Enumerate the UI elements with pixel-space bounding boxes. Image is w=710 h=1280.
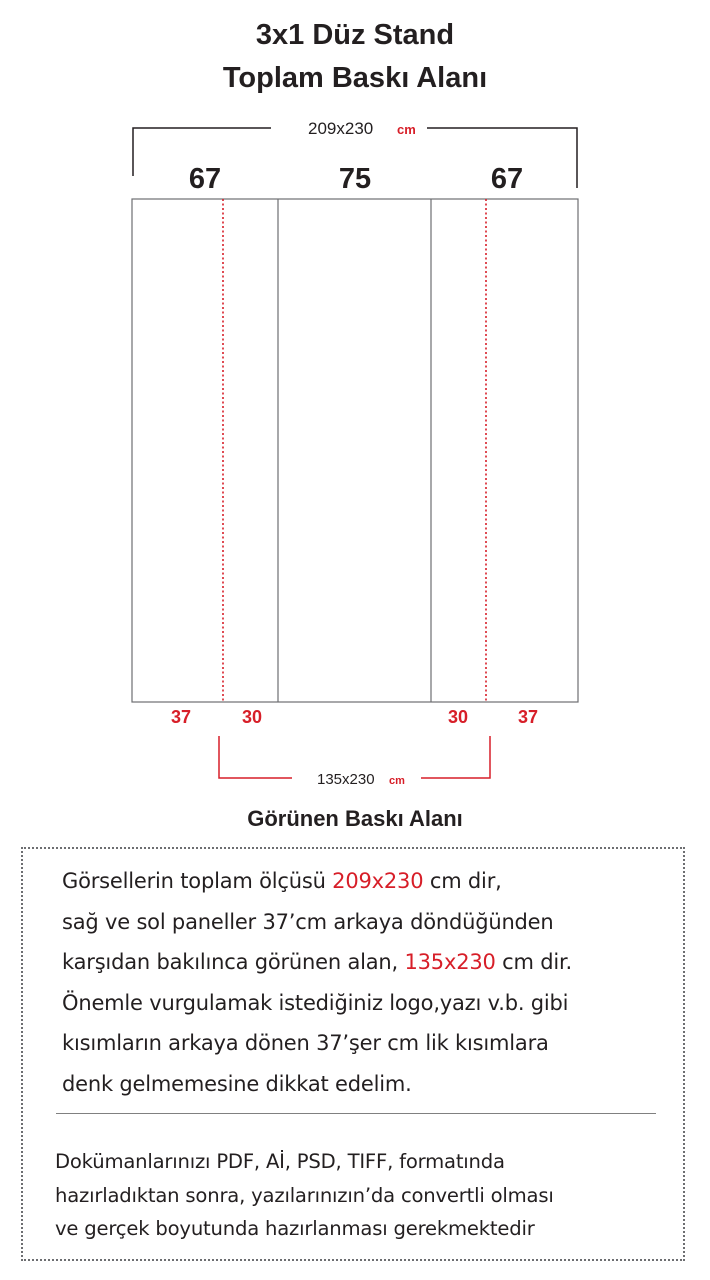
info-line-1-end: cm dir, — [423, 869, 502, 893]
total-size-value: 209x230 — [308, 119, 374, 138]
visible-size-highlight: 135x230 — [404, 950, 496, 974]
info-line-2: sağ ve sol paneller 37’cm arkaya döndüğünden — [62, 909, 554, 934]
info-line-3-text: karşıdan bakılınca görünen alan, — [62, 950, 405, 974]
info-line-4: Önemle vurgulamak istediğiniz logo,yazı v.b. gibi — [62, 990, 569, 1015]
right-inner-fold-width: 30 — [447, 707, 469, 727]
left-inner-fold-width: 30 — [241, 707, 263, 727]
visible-size-unit: cm — [389, 775, 405, 787]
title-line-2: Toplam Baskı Alanı — [222, 62, 488, 94]
info-line-5: kısımların arkaya dönen 37’şer cm lik kısımlara — [62, 1031, 549, 1055]
format-note — [55, 1145, 680, 1246]
format-line-2: hazırladıktan sonra, yazılarınızın’da convertli olması — [55, 1183, 554, 1207]
info-line-3 — [62, 942, 682, 983]
info-paragraph — [62, 861, 682, 1104]
left-panel-width: 67 — [188, 163, 222, 195]
center-panel-width: 75 — [338, 163, 372, 195]
format-line-1: Dokümanlarınızı PDF, Aİ, PSD, TIFF, formatında — [55, 1150, 505, 1173]
right-outer-fold-width: 37 — [517, 707, 539, 727]
left-outer-fold-width: 37 — [170, 707, 192, 727]
visible-area-title: Görünen Baskı Alanı — [247, 806, 463, 831]
info-line-3-end: cm dir. — [495, 950, 572, 974]
visible-size-value: 135x230 — [317, 771, 375, 788]
info-line-1-text: Görsellerin toplam ölçüsü — [62, 869, 333, 893]
info-line-6: denk gelmemesine dikkat edelim. — [62, 1071, 412, 1096]
title-line-1: 3x1 Düz Stand — [255, 19, 455, 51]
info-line-1 — [62, 861, 682, 902]
total-size-highlight: 209x230 — [332, 869, 424, 893]
info-box — [21, 847, 685, 1261]
format-line-3: ve gerçek boyutunda hazırlanması gerekmektedir — [55, 1217, 535, 1240]
info-divider — [56, 1113, 656, 1114]
right-panel-width: 67 — [490, 163, 524, 195]
total-size-unit: cm — [397, 122, 416, 137]
stand-outline — [132, 199, 578, 702]
